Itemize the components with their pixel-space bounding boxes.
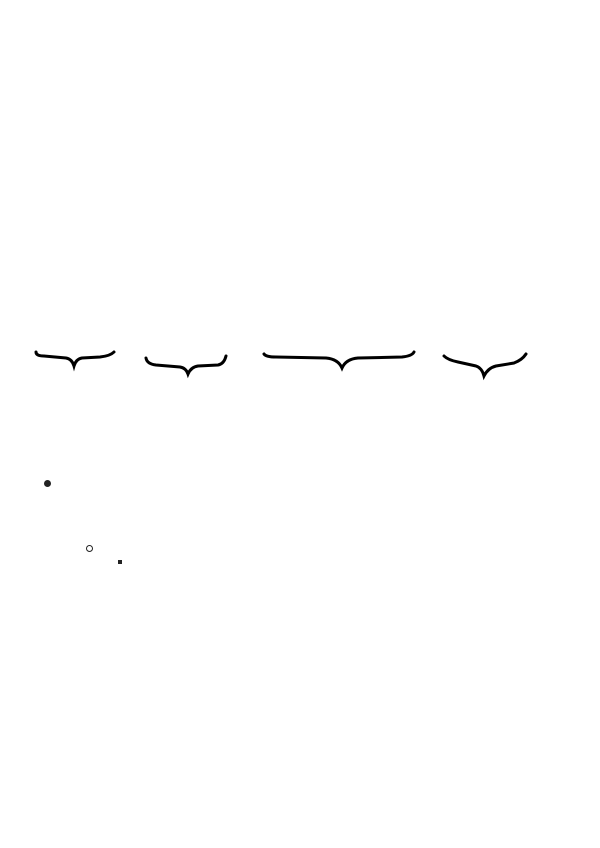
- hollow-bullet-icon: [86, 545, 93, 552]
- phases-diagram-background: [30, 302, 576, 398]
- bullet-icon: [44, 480, 51, 487]
- internal-sources-item: [118, 557, 136, 568]
- sources-item: [86, 543, 102, 554]
- phases-diagram: [30, 302, 576, 398]
- square-bullet-icon: [118, 560, 122, 564]
